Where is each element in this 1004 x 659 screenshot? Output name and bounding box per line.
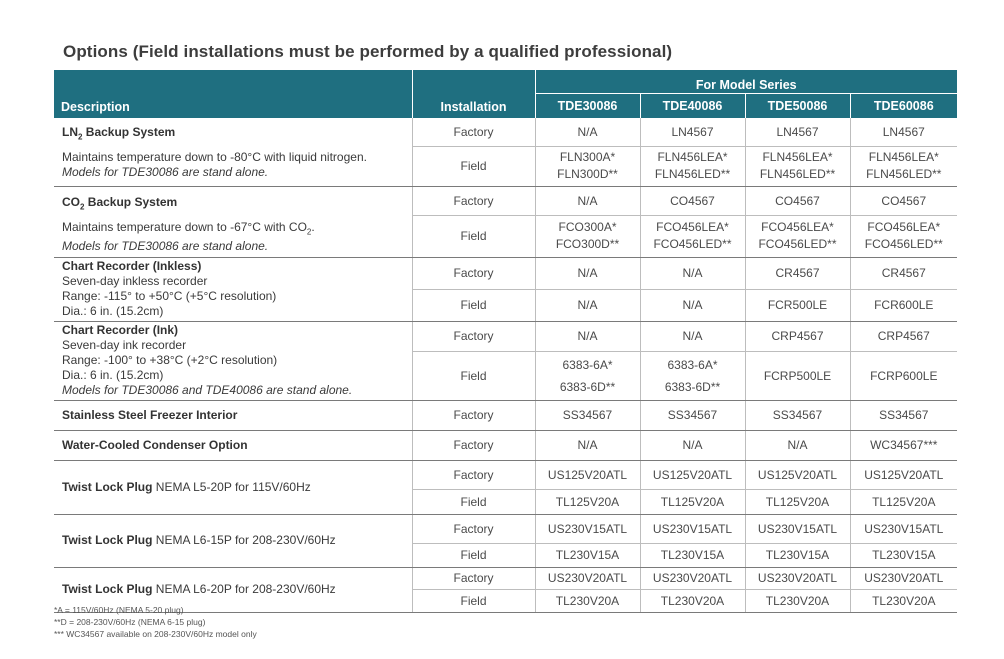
install-type: Field	[412, 543, 535, 567]
water-description: Water-Cooled Condenser Option	[54, 430, 412, 460]
ink-line4: Models for TDE30086 and TDE40086 are stand alone.	[62, 382, 353, 397]
table-cell: TL125V20A	[745, 489, 850, 514]
table-cell: TL125V20A	[535, 489, 640, 514]
table-cell: US230V15ATL	[850, 514, 957, 543]
table-cell: FCO300A* FCO300D**	[535, 215, 640, 257]
table-cell: LN4567	[640, 118, 745, 146]
table-cell: US125V20ATL	[640, 460, 745, 489]
table-cell: N/A	[640, 430, 745, 460]
options-table	[54, 70, 957, 613]
footnote: **D = 208-230V/60Hz (NEMA 6-15 plug)	[54, 617, 206, 627]
table-cell: SS34567	[535, 400, 640, 430]
table-cell: N/A	[535, 186, 640, 215]
table-cell: N/A	[535, 257, 640, 289]
table-cell: US230V15ATL	[745, 514, 850, 543]
table-cell: 6383-6A* 6383-6D**	[640, 352, 745, 400]
footnote: *A = 115V/60Hz (NEMA 5-20 plug)	[54, 605, 184, 615]
ln2-line1: Maintains temperature down to -80°C with liquid nitrogen.	[62, 150, 367, 165]
table-cell: CO4567	[850, 186, 957, 215]
table-cell: TL230V15A	[850, 543, 957, 567]
table-cell: WC34567***	[850, 430, 957, 460]
ln2-line2: Models for TDE30086 are stand alone.	[62, 165, 269, 180]
table-cell: FCRP600LE	[850, 352, 957, 400]
table-cell: SS34567	[640, 400, 745, 430]
install-type: Field	[412, 146, 535, 186]
table-cell: FLN456LEA* FLN456LED**	[850, 146, 957, 186]
table-cell: FCO456LEA* FCO456LED**	[640, 215, 745, 257]
ink-line3: Dia.: 6 in. (15.2cm)	[62, 367, 164, 382]
table-cell: TL230V20A	[745, 589, 850, 612]
table-cell: US230V20ATL	[640, 567, 745, 589]
installation-header: Installation	[412, 70, 535, 118]
table-cell: LN4567	[850, 118, 957, 146]
model-header-tde60086: TDE60086	[850, 94, 957, 119]
table-cell: TL125V20A	[850, 489, 957, 514]
footnotes	[54, 604, 257, 640]
table-cell: TL230V20A	[535, 589, 640, 612]
ink-title: Chart Recorder (Ink)	[62, 322, 179, 337]
table-cell: N/A	[535, 430, 640, 460]
ink-line1: Seven-day ink recorder	[62, 337, 187, 352]
table-cell: TL125V20A	[640, 489, 745, 514]
table-cell: FCR600LE	[850, 289, 957, 321]
inkless-title: Chart Recorder (Inkless)	[62, 258, 202, 273]
install-type: Factory	[412, 460, 535, 489]
model-series-header: For Model Series	[535, 70, 957, 94]
model-header-tde30086: TDE30086	[535, 94, 640, 119]
table-cell: FCR500LE	[745, 289, 850, 321]
table-cell: US230V20ATL	[535, 567, 640, 589]
table-cell: SS34567	[850, 400, 957, 430]
install-type: Factory	[412, 514, 535, 543]
install-type: Factory	[412, 118, 535, 146]
table-cell: CO4567	[745, 186, 850, 215]
table-cell: US230V15ATL	[535, 514, 640, 543]
table-cell: TL230V15A	[535, 543, 640, 567]
table-row	[54, 257, 957, 289]
co2-line1: Maintains temperature down to -67°C with $CO_2$.	[62, 219, 315, 237]
table-cell: US125V20ATL	[745, 460, 850, 489]
table-cell: US230V15ATL	[640, 514, 745, 543]
footnote: *** WC34567 available on 208-230V/60Hz model only	[54, 629, 257, 639]
table-cell: CRP4567	[745, 321, 850, 352]
table-row	[54, 514, 957, 543]
plug3-description: Twist Lock Plug NEMA L6-20P for 208-230V/60Hz	[54, 567, 412, 612]
table-cell: N/A	[535, 321, 640, 352]
steel-description: Stainless Steel Freezer Interior	[54, 400, 412, 430]
install-type: Field	[412, 289, 535, 321]
table-cell: US125V20ATL	[850, 460, 957, 489]
table-cell: LN4567	[745, 118, 850, 146]
install-type: Field	[412, 589, 535, 612]
install-type: Factory	[412, 567, 535, 589]
table-row	[54, 430, 957, 460]
table-cell: CR4567	[850, 257, 957, 289]
plug1-description: Twist Lock Plug NEMA L5-20P for 115V/60Hz	[54, 460, 412, 514]
table-cell: TL230V20A	[850, 589, 957, 612]
install-type: Field	[412, 215, 535, 257]
co2-description	[54, 186, 412, 257]
inkless-line3: Dia.: 6 in. (15.2cm)	[62, 303, 164, 318]
inkless-line1: Seven-day inkless recorder	[62, 273, 208, 288]
table-cell: 6383-6A* 6383-6D**	[535, 352, 640, 400]
install-type: Factory	[412, 430, 535, 460]
table-cell: TL230V15A	[745, 543, 850, 567]
table-cell: FLN300A* FLN300D**	[535, 146, 640, 186]
ink-description	[54, 321, 412, 400]
inkless-description	[54, 257, 412, 321]
table-cell: FLN456LEA* FLN456LED**	[745, 146, 850, 186]
table-cell: N/A	[535, 289, 640, 321]
ln2-description	[54, 118, 412, 186]
table-cell: CRP4567	[850, 321, 957, 352]
table-row	[54, 118, 957, 146]
install-type: Factory	[412, 321, 535, 352]
table-row	[54, 186, 957, 215]
table-cell: FCO456LEA* FCO456LED**	[850, 215, 957, 257]
page-title: Options (Field installations must be performed by a qualified professional)	[63, 42, 673, 61]
install-type: Factory	[412, 186, 535, 215]
table-cell: US125V20ATL	[535, 460, 640, 489]
table-cell: N/A	[640, 289, 745, 321]
table-cell: FCRP500LE	[745, 352, 850, 400]
table-cell: SS34567	[745, 400, 850, 430]
co2-line2: Models for TDE30086 are stand alone.	[62, 239, 269, 254]
table-cell: US230V20ATL	[850, 567, 957, 589]
table-cell: N/A	[640, 257, 745, 289]
table-cell: FLN456LEA* FLN456LED**	[640, 146, 745, 186]
table-cell: FCO456LEA* FCO456LED**	[745, 215, 850, 257]
install-type: Field	[412, 352, 535, 400]
plug2-description: Twist Lock Plug NEMA L6-15P for 208-230V/60Hz	[54, 514, 412, 567]
ln2-title: $LN_2$ Backup System	[62, 125, 176, 142]
table-cell: N/A	[535, 118, 640, 146]
table-cell: CR4567	[745, 257, 850, 289]
table-cell: TL230V15A	[640, 543, 745, 567]
inkless-line2: Range: -115° to +50°C (+5°C resolution)	[62, 288, 277, 303]
table-row	[54, 567, 957, 589]
description-header: Description	[54, 70, 412, 118]
co2-title: $CO_2$ Backup System	[62, 194, 178, 211]
table-cell: TL230V20A	[640, 589, 745, 612]
install-type: Factory	[412, 257, 535, 289]
model-header-tde40086: TDE40086	[640, 94, 745, 119]
table-cell: US230V20ATL	[745, 567, 850, 589]
table-row	[54, 400, 957, 430]
install-type: Factory	[412, 400, 535, 430]
table-cell: N/A	[640, 321, 745, 352]
install-type: Field	[412, 489, 535, 514]
table-cell: N/A	[745, 430, 850, 460]
table-row	[54, 460, 957, 489]
model-header-tde50086: TDE50086	[745, 94, 850, 119]
table-cell: CO4567	[640, 186, 745, 215]
table-row	[54, 321, 957, 352]
ink-line2: Range: -100° to +38°C (+2°C resolution)	[62, 352, 278, 367]
